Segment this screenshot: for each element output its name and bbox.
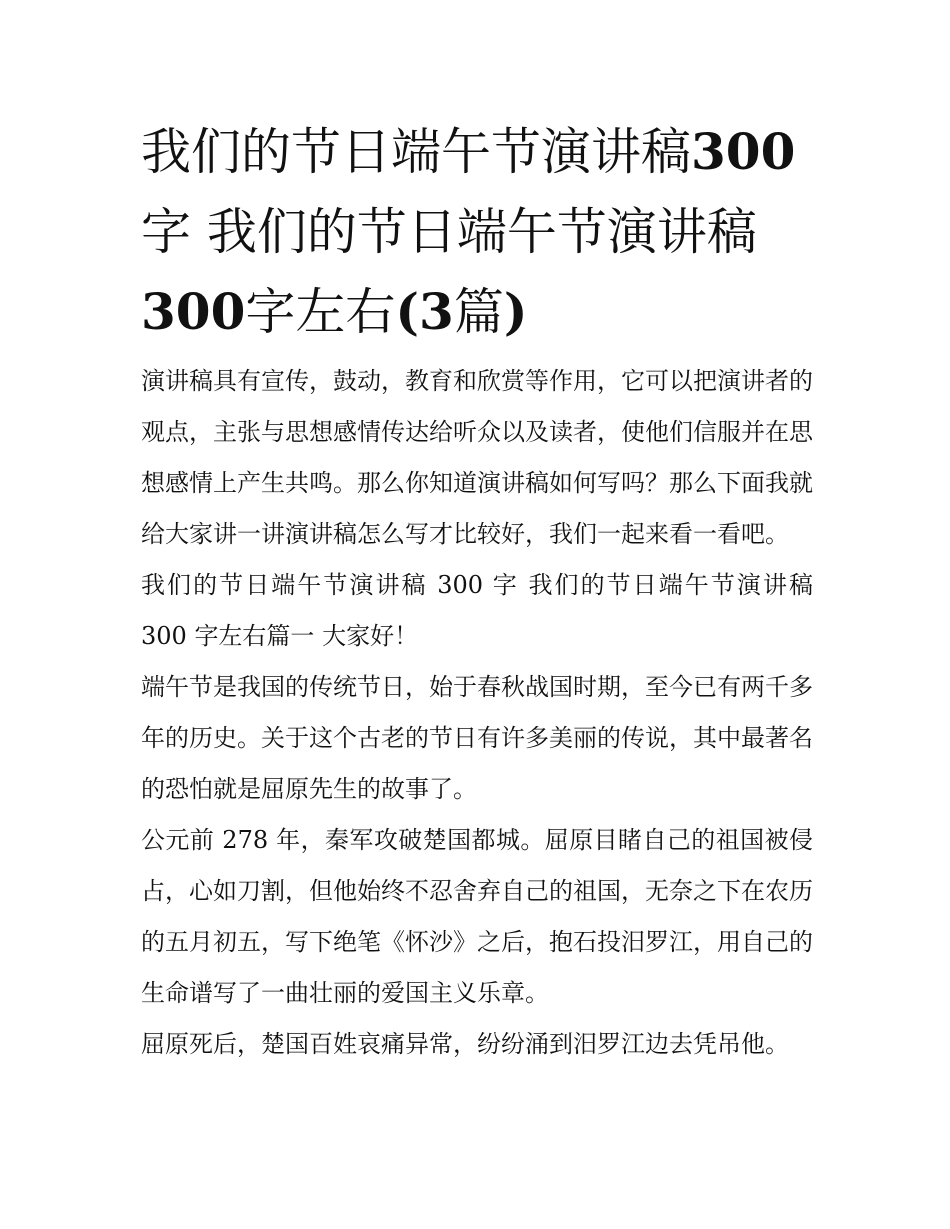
section-heading-paragraph: 我们的节日端午节演讲稿 300 字 我们的节日端午节演讲稿 300 字左右篇一 大家好！ bbox=[141, 571, 813, 650]
title-part: 字左右 bbox=[245, 283, 396, 341]
body-paragraph: 端午节是我国的传统节日，始于春秋战国时期，至今已有两千多年的历史。关于这个古老的节日有许多美丽的传说，其中最著名的恐怕就是屈原先生的故事了。 bbox=[141, 673, 813, 803]
title-part: 300 bbox=[691, 122, 796, 181]
title-part: 300 bbox=[141, 282, 246, 341]
body-paragraph: 屈原死后，楚国百姓哀痛异常，纷纷涌到汨罗江边去凭吊他。 bbox=[141, 1030, 789, 1058]
title-part: 字 我们的节日端午节演讲稿 bbox=[141, 203, 757, 261]
document-title bbox=[141, 112, 813, 352]
title-part: 篇 bbox=[453, 283, 504, 341]
title-part: 我们的节日端午节演讲稿 bbox=[141, 123, 691, 181]
title-part: ) bbox=[503, 282, 528, 341]
document-page bbox=[141, 112, 813, 1070]
intro-paragraph: 演讲稿具有宣传，鼓动，教育和欣赏等作用，它可以把演讲者的观点，主张与思想感情传达给听众以及读者，使他们信服并在思想感情上产生共鸣。那么你知道演讲稿如何写吗？那么下面我就给大家讲一讲演讲稿怎么写才比较好，我们一起来看一看吧。 bbox=[141, 367, 813, 548]
title-part: (3 bbox=[395, 282, 454, 341]
body-paragraph: 公元前 278 年，秦军攻破楚国都城。屈原目睹自己的祖国被侵占，心如刀割，但他始终不忍舍弃自己的祖国，无奈之下在农历的五月初五，写下绝笔《怀沙》之后，抱石投汨罗江，用自己的生命谱写了一曲壮丽的爱国主义乐章。 bbox=[141, 826, 813, 1007]
